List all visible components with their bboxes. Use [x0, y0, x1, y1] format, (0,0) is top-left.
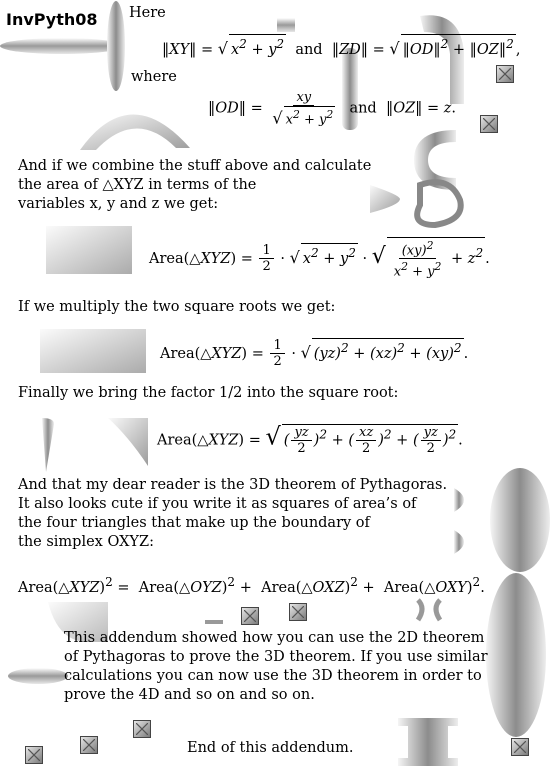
deco-swatch-2: [40, 329, 146, 373]
paragraph-line: calculations you can now use the 3D theorem in order to: [64, 668, 482, 684]
equation-od-oz: ‖OD‖ = $\frac{xy}{√ x^2 + y^2}$ and ‖OZ‖ = z.: [208, 90, 457, 128]
cube-icon: [133, 720, 151, 738]
deco-small-bar-bottom: [205, 620, 223, 624]
paragraph-combine: [18, 157, 371, 214]
equation-area-squares: Area(△XYZ)$^2$ = Area(△OYZ)$^2$ + Area(△OXZ)$^2$ + Area(△OXY)$^2$.: [18, 575, 485, 596]
paragraph-line: the area of △XYZ in terms of the: [18, 177, 257, 193]
cross-shape-horizontal: [0, 38, 124, 54]
deco-arch-shape: [80, 114, 190, 150]
paragraph-line: It also looks cute if you write it as squares of area’s of: [18, 496, 417, 512]
equation-area-2: Area(△XYZ) = $\frac{1}{2}$ · √ (yz)$^2$ + (xz)$^2$ + (xy)$^2$ .: [160, 338, 469, 370]
cube-icon: [25, 746, 43, 764]
deco-small-bar-top: [277, 18, 295, 32]
deco-leaf-shape: [8, 668, 68, 684]
paragraph-line: prove the 4D and so on and so on.: [64, 687, 315, 703]
paragraph-pythagoras: [18, 476, 447, 552]
cube-icon: [80, 736, 98, 754]
deco-horn-left: [42, 418, 54, 472]
deco-horn-right: [108, 418, 148, 466]
cross-shape-vertical: [107, 1, 125, 91]
deco-cone-shape: [370, 185, 400, 213]
text-where: where: [131, 69, 177, 85]
paragraph-line: of Pythagoras to prove the 3D theorem. If you use similar: [64, 649, 488, 665]
equation-area-1: Area(△XYZ) = $\frac{1}{2}$ · √ $x^2 + y^2$ · √ $\frac{(xy)^2}{x^2 + y^2}$ + $z^2$ .: [149, 239, 490, 280]
paragraph-multiply: If we multiply the two square roots we get:: [18, 299, 336, 315]
cube-icon: [480, 115, 498, 133]
deco-tall-oval-upper: [490, 468, 550, 572]
cube-icon: [511, 738, 529, 756]
deco-swatch-1: [46, 226, 132, 274]
paragraph-line: variables x, y and z we get:: [18, 196, 219, 212]
deco-column-shape: [398, 718, 458, 766]
deco-bracket-shape: [454, 488, 464, 554]
paragraph-line: And if we combine the stuff above and calculate: [18, 158, 372, 174]
cube-icon: [241, 607, 259, 625]
equation-xy-zd: ‖XY‖ = √ $x^2 + y^2$ and ‖ZD‖ = √ ‖OD‖$^2$ + ‖OZ‖$^2$ ,: [162, 34, 520, 60]
paragraph-line: This addendum showed how you can use the 2D theorem: [64, 630, 485, 646]
paragraph-line: And that my dear reader is the 3D theorem of Pythagoras.: [18, 477, 448, 493]
paragraph-line: the four triangles that make up the boundary of: [18, 515, 370, 531]
end-text: End of this addendum.: [187, 740, 354, 756]
paragraph-line: the simplex OXYZ:: [18, 534, 154, 550]
page-title: InvPyth08: [6, 10, 98, 29]
equation-area-3: Area(△XYZ) = √( $\frac{yz}{2}$ )$^2$ + ( $\frac{xz}{2}$ )$^2$ + ( $\frac{yz}{2}$ )$^2$ .: [157, 422, 463, 456]
deco-loop-shape: [417, 182, 461, 225]
deco-tall-oval-lower: [486, 573, 546, 737]
cube-icon: [289, 603, 307, 621]
text-here: Here: [129, 5, 166, 21]
deco-bracket-bottom: [418, 600, 440, 620]
paragraph-finally: Finally we bring the factor 1/2 into the square root:: [18, 385, 399, 401]
paragraph-addendum: [64, 629, 488, 705]
cube-icon: [496, 65, 514, 83]
